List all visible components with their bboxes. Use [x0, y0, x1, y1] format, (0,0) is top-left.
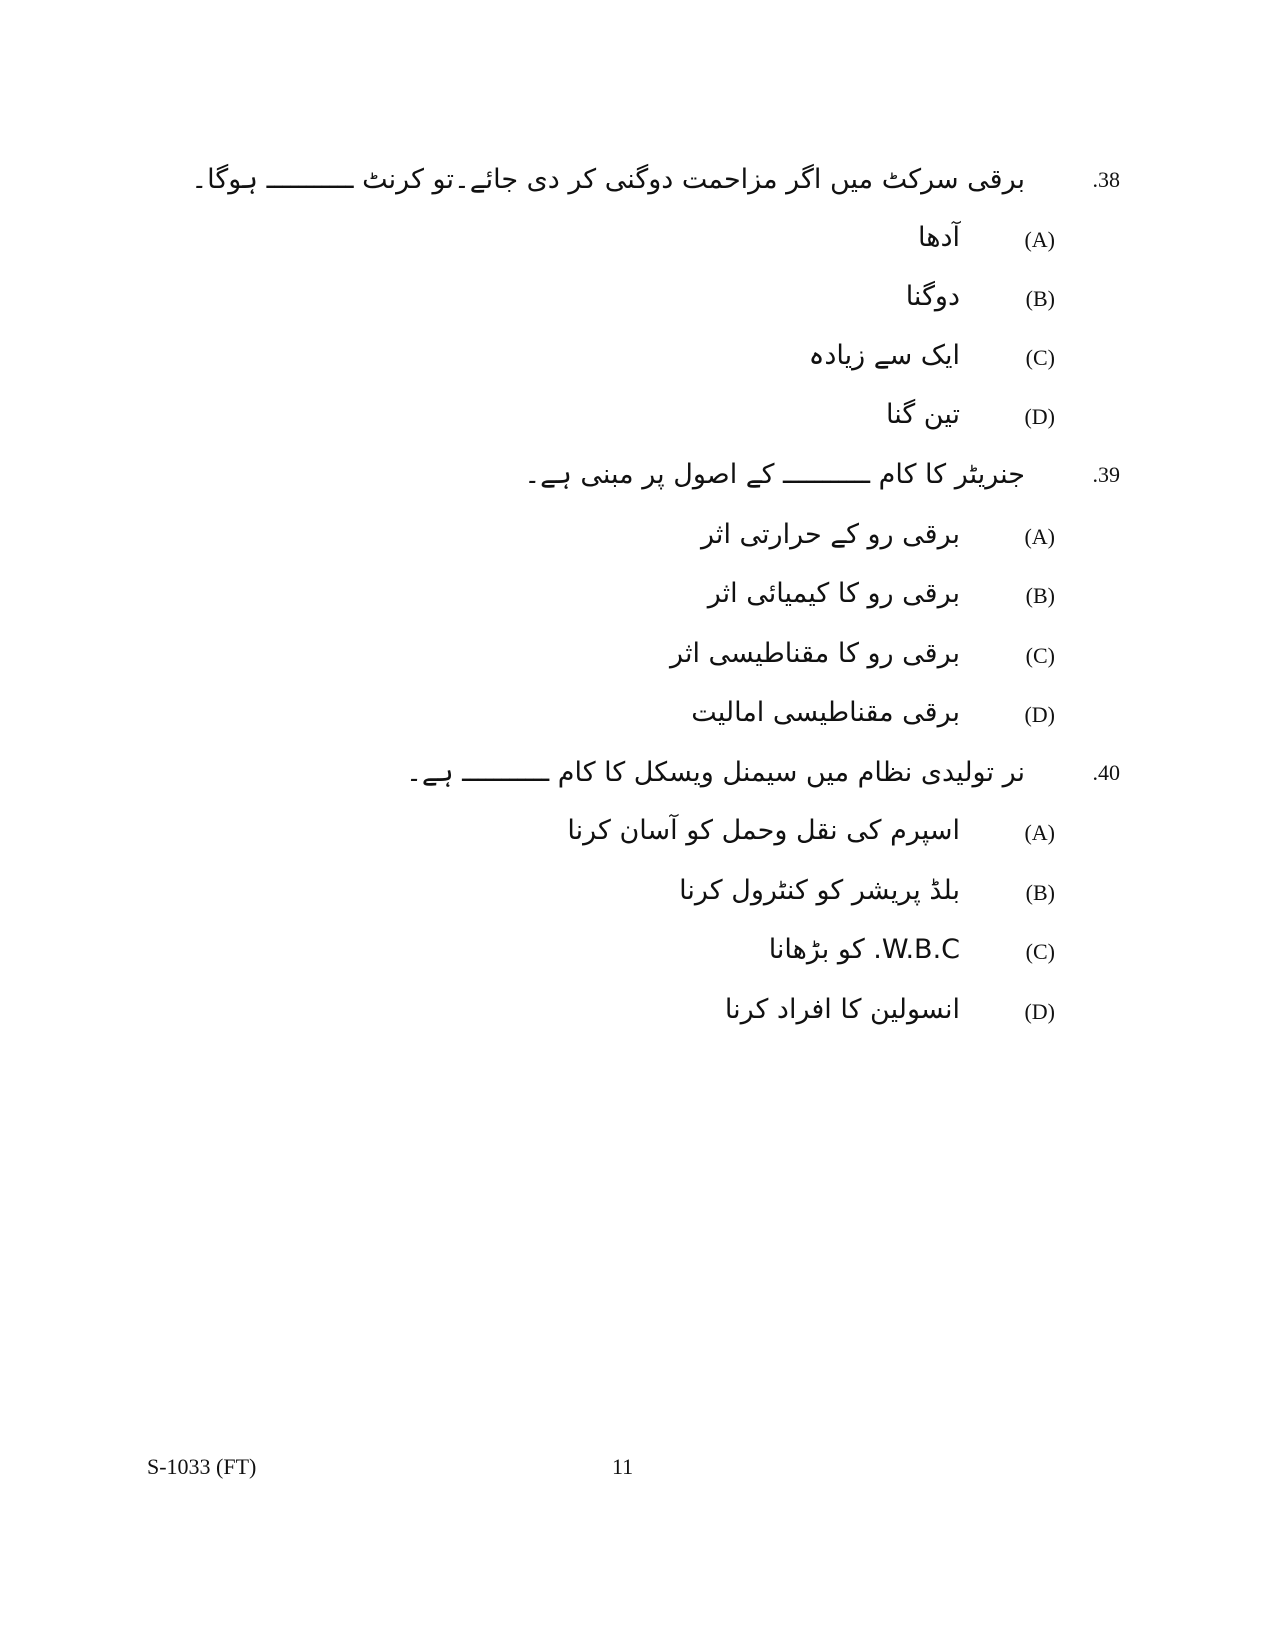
option-38-c[interactable] [500, 333, 1055, 383]
option-text: ایک سے زیادہ [808, 340, 960, 371]
option-40-a[interactable] [500, 808, 1055, 858]
question-text: نر تولیدی نظام میں سیمنل ویسکل کا کام ـــــــــــ ہے۔ [406, 757, 1025, 788]
option-38-b[interactable] [500, 274, 1055, 324]
option-39-a[interactable] [500, 512, 1055, 562]
option-40-c[interactable] [500, 927, 1055, 977]
option-letter: (D) [1024, 999, 1055, 1024]
option-text: برقی مقناطیسی امالیت [691, 697, 960, 728]
option-letter: (C) [1025, 345, 1055, 370]
option-text: بلڈ پریشر کو کنٹرول کرنا [679, 875, 960, 906]
option-text: اسپرم کی نقل وحمل کو آسان کرنا [567, 815, 960, 846]
option-40-d[interactable] [500, 987, 1055, 1037]
option-text: برقی رو کے حرارتی اثر [701, 519, 960, 550]
option-letter: (C) [1025, 939, 1055, 964]
question-39 [200, 452, 1120, 502]
option-letter: (B) [1025, 880, 1055, 905]
option-text: برقی رو کا مقناطیسی اثر [670, 638, 960, 669]
option-text: W.B.C. کو بڑھانا [768, 934, 960, 965]
option-letter: (C) [1025, 643, 1055, 668]
option-text: انسولین کا افراد کرنا [724, 994, 960, 1025]
page-number: 11 [612, 1454, 634, 1479]
option-letter: (B) [1025, 583, 1055, 608]
option-39-c[interactable] [500, 631, 1055, 681]
option-text: تین گنا [885, 399, 960, 430]
question-text: برقی سرکٹ میں اگر مزاحمت دوگنی کر دی جائے۔تو کرنٹ ـــــــــــ ہوگا۔ [191, 164, 1025, 195]
option-letter: (A) [1024, 524, 1055, 549]
question-number: .40 [1092, 760, 1120, 785]
question-text: جنریٹر کا کام ـــــــــــ کے اصول پر مبنی ہے۔ [524, 459, 1025, 490]
option-39-b[interactable] [500, 571, 1055, 621]
question-38 [191, 157, 1120, 207]
option-38-a[interactable] [500, 215, 1055, 265]
question-number: .38 [1092, 167, 1120, 192]
option-letter: (A) [1024, 227, 1055, 252]
question-40 [200, 750, 1120, 800]
option-39-d[interactable] [500, 690, 1055, 740]
option-letter: (D) [1024, 404, 1055, 429]
option-text: آدھا [918, 222, 960, 253]
option-letter: (B) [1025, 286, 1055, 311]
option-40-b[interactable] [500, 868, 1055, 918]
footer-code: S-1033 (FT) [147, 1454, 257, 1479]
option-text: برقی رو کا کیمیائی اثر [707, 578, 960, 609]
option-38-d[interactable] [500, 392, 1055, 442]
option-letter: (D) [1024, 702, 1055, 727]
option-letter: (A) [1024, 820, 1055, 845]
option-text: دوگنا [905, 281, 960, 312]
question-number: .39 [1092, 462, 1120, 487]
